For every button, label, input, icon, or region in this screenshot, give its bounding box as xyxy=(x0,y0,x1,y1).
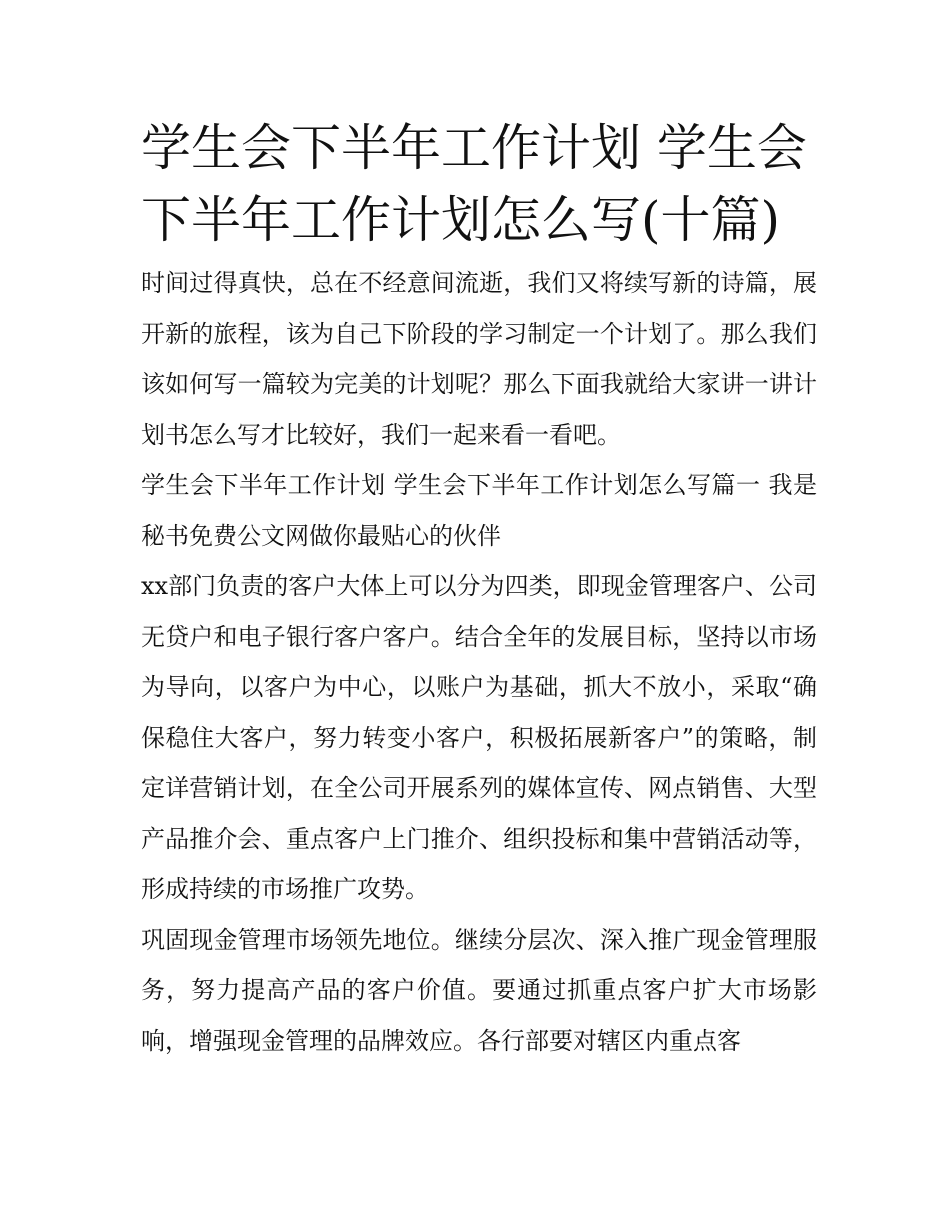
paragraph-intro: 时间过得真快，总在不经意间流逝，我们又将续写新的诗篇，展开新的旅程，该为自己下阶段的学习制定一个计划了。那么我们该如何写一篇较为完美的计划呢？那么下面我就给大家讲一讲计划书怎么写才比较好，我们一起来看一看吧。 xyxy=(141,269,817,449)
paragraph-section-heading: 学生会下半年工作计划 学生会下半年工作计划怎么写篇一 我是秘书免费公文网做你最贴心的伙伴 xyxy=(141,471,817,550)
paragraph-customers: xx部门负责的客户大体上可以分为四类，即现金管理客户、公司无贷户和电子银行客户客户。结合全年的发展目标，坚持以市场为导向，以客户为中心，以账户为基础，抓大不放小，采取“确保稳住大客户，努力转变小客户，积极拓展新客户”的策略，制定详营销计划，在全公司开展系列的媒体宣传、网点销售、大型产品推介会、重点客户上门推介、组织投标和集中营销活动等，形成持续的市场推广攻势。 xyxy=(141,572,817,903)
paragraph-cash-management: 巩固现金管理市场领先地位。继续分层次、深入推广现金管理服务，努力提高产品的客户价值。要通过抓重点客户扩大市场影响，增强现金管理的品牌效应。各行部要对辖区内重点客 xyxy=(141,925,817,1055)
document-title: 学生会下半年工作计划 学生会下半年工作计划怎么写(十篇) xyxy=(141,119,807,249)
document-body xyxy=(141,112,817,1066)
